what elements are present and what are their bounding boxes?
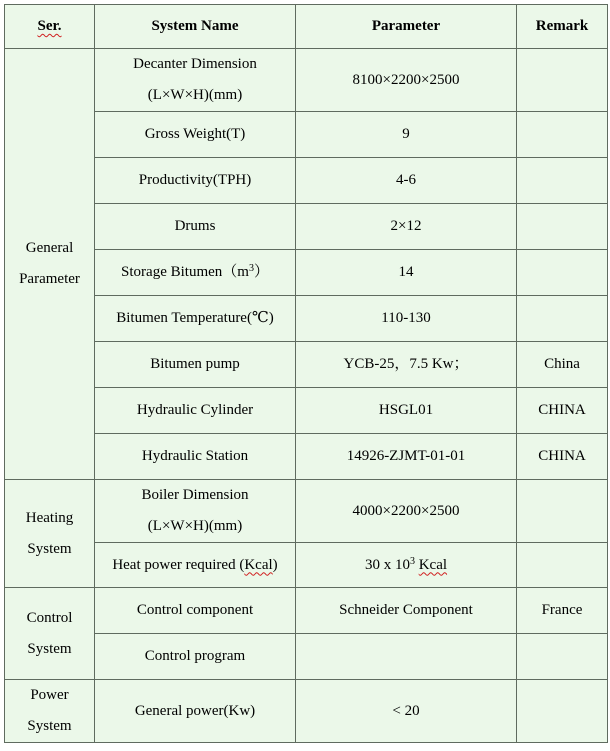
cell-control-component-remark: France xyxy=(517,588,608,634)
table-row xyxy=(5,634,608,680)
cell-decanter-dimension: Decanter Dimension (L×W×H)(mm) xyxy=(95,49,296,112)
cell-productivity-param: 4-6 xyxy=(296,158,517,204)
cell-station-param: 14926-ZJMT-01-01 xyxy=(296,434,517,480)
cell-bitumen-pump: Bitumen pump xyxy=(95,342,296,388)
cell-boiler-remark xyxy=(517,480,608,543)
header-ser: Ser. xyxy=(5,5,95,49)
table-row xyxy=(5,342,608,388)
cell-drums-remark xyxy=(517,204,608,250)
table-row xyxy=(5,158,608,204)
cell-gross-weight: Gross Weight(T) xyxy=(95,112,296,158)
table-row xyxy=(5,296,608,342)
cell-control-component-param: Schneider Component xyxy=(296,588,517,634)
cell-gross-remark xyxy=(517,112,608,158)
spec-table xyxy=(4,4,608,743)
cell-drums-param: 2×12 xyxy=(296,204,517,250)
cell-cylinder-param: HSGL01 xyxy=(296,388,517,434)
table-row xyxy=(5,204,608,250)
header-parameter: Parameter xyxy=(296,5,517,49)
cell-cylinder-remark: CHINA xyxy=(517,388,608,434)
cell-hydraulic-station: Hydraulic Station xyxy=(95,434,296,480)
cell-control-program: Control program xyxy=(95,634,296,680)
header-remark: Remark xyxy=(517,5,608,49)
cell-decanter-remark xyxy=(517,49,608,112)
table-row xyxy=(5,49,608,112)
cell-drums: Drums xyxy=(95,204,296,250)
header-system-name: System Name xyxy=(95,5,296,49)
cell-bitumen-temperature: Bitumen Temperature(℃) xyxy=(95,296,296,342)
cell-storage-bitumen: Storage $Bitumen(m^3)$ xyxy=(95,250,296,296)
table-row xyxy=(5,480,608,543)
header-row xyxy=(5,5,608,49)
cell-boiler-dimension: Boiler Dimension (L×W×H)(mm) xyxy=(95,480,296,543)
cell-temperature-param: 110-130 xyxy=(296,296,517,342)
cell-pump-param: YCB-25，7.5 Kw； xyxy=(296,342,517,388)
table-row xyxy=(5,250,608,296)
table-row xyxy=(5,680,608,743)
cell-storage-param: 14 xyxy=(296,250,517,296)
cell-general-power-param: < 20 xyxy=(296,680,517,743)
cell-productivity: Productivity(TPH) xyxy=(95,158,296,204)
cell-storage-remark xyxy=(517,250,608,296)
group-heating-system: Heating System xyxy=(5,480,95,588)
cell-heat-remark xyxy=(517,543,608,588)
cell-control-program-remark xyxy=(517,634,608,680)
spec-table-wrapper xyxy=(4,4,608,743)
table-row xyxy=(5,434,608,480)
table-row xyxy=(5,588,608,634)
cell-productivity-remark xyxy=(517,158,608,204)
cell-general-power-remark xyxy=(517,680,608,743)
cell-boiler-param: 4000×2200×2500 xyxy=(296,480,517,543)
table-row xyxy=(5,388,608,434)
table-row xyxy=(5,543,608,588)
group-general-parameter: General Parameter xyxy=(5,49,95,480)
cell-temperature-remark xyxy=(517,296,608,342)
cell-control-component: Control component xyxy=(95,588,296,634)
cell-hydraulic-cylinder: Hydraulic Cylinder xyxy=(95,388,296,434)
cell-gross-param: 9 xyxy=(296,112,517,158)
group-control-system: Control System xyxy=(5,588,95,680)
table-row xyxy=(5,112,608,158)
cell-heat-param: 30 x $10^3$ Kcal xyxy=(296,543,517,588)
cell-decanter-param: 8100×2200×2500 xyxy=(296,49,517,112)
group-power-system: Power System xyxy=(5,680,95,743)
cell-general-power: General power(Kw) xyxy=(95,680,296,743)
cell-heat-power: Heat power required (Kcal) xyxy=(95,543,296,588)
cell-control-program-param xyxy=(296,634,517,680)
cell-pump-remark: China xyxy=(517,342,608,388)
cell-station-remark: CHINA xyxy=(517,434,608,480)
